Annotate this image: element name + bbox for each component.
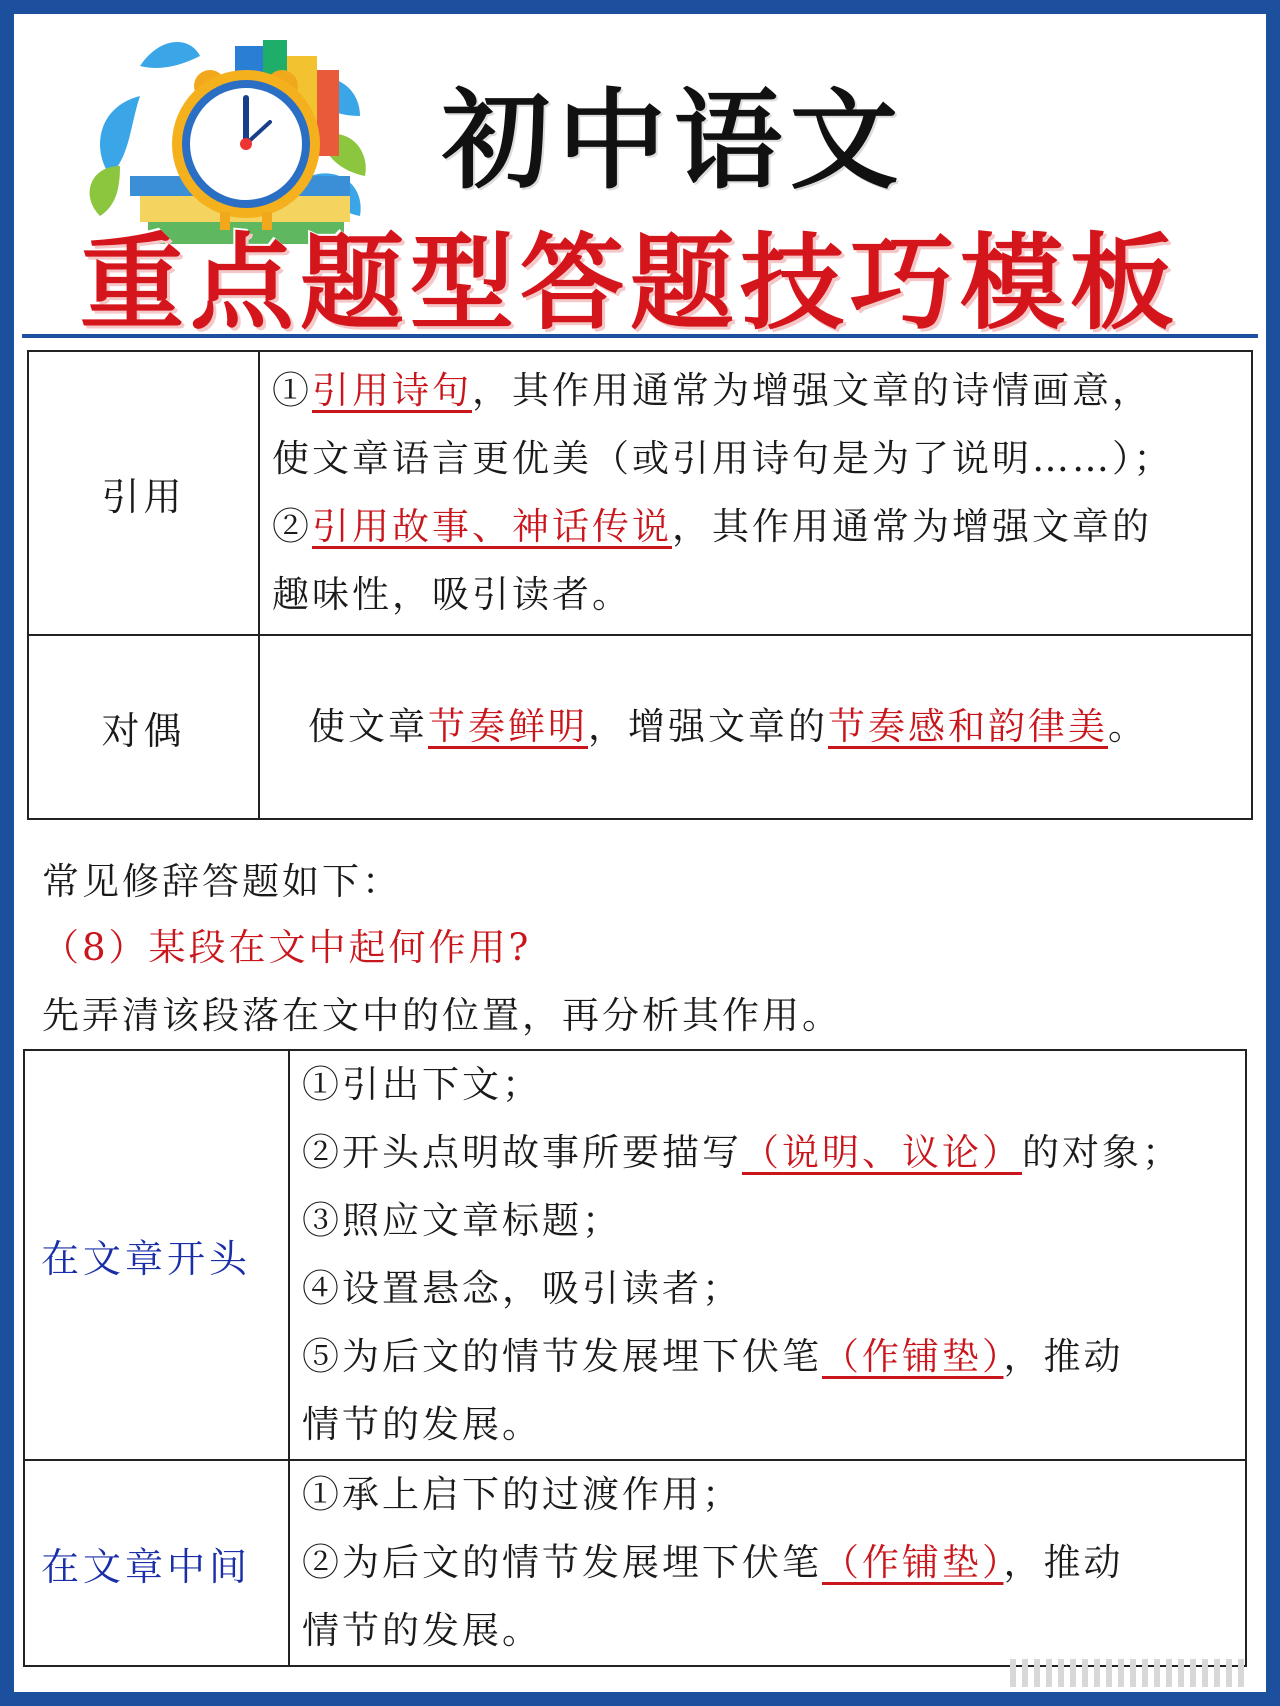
highlighted-term: （作铺垫） xyxy=(822,1541,1004,1584)
content-line xyxy=(272,425,1251,493)
text-segment: ③照应文章标题； xyxy=(302,1199,622,1242)
text-segment: 情节的发展。 xyxy=(302,1403,542,1446)
row-content xyxy=(259,635,1252,819)
row-content xyxy=(289,1460,1246,1666)
table-row xyxy=(24,1460,1246,1666)
text-segment: 使文章 xyxy=(308,705,428,748)
question-heading: （8）某段在文中起何作用? xyxy=(42,926,532,969)
highlighted-term: 节奏鲜明 xyxy=(428,705,588,748)
text-segment: 情节的发展。 xyxy=(302,1609,542,1652)
content-line xyxy=(302,1119,1245,1187)
table-row xyxy=(28,351,1252,635)
content-line xyxy=(272,357,1251,425)
position-table xyxy=(23,1049,1247,1667)
text-segment: 的对象； xyxy=(1022,1131,1182,1174)
table-row xyxy=(24,1050,1246,1460)
text-segment: 趣味性，吸引读者。 xyxy=(272,573,632,616)
row-label: 在文章中间 xyxy=(24,1460,289,1666)
text-segment: ，增强文章的 xyxy=(588,705,828,748)
highlighted-term: 节奏感和韵律美 xyxy=(828,705,1108,748)
page-subtitle: 重点题型答题技巧模板 xyxy=(80,222,1181,344)
text-segment: ，其作用通常为增强文章的 xyxy=(672,505,1152,548)
text-segment: ⑤为后文的情节发展埋下伏笔 xyxy=(302,1335,822,1378)
table-row xyxy=(28,635,1252,819)
content-line xyxy=(302,1391,1245,1459)
row-content xyxy=(289,1050,1246,1460)
text-segment: ，推动 xyxy=(1003,1335,1124,1378)
rhetoric-table xyxy=(27,350,1253,820)
content-line xyxy=(308,693,1251,761)
content-line xyxy=(272,493,1251,561)
content-line xyxy=(302,1323,1245,1391)
content-line xyxy=(272,561,1251,629)
content-line xyxy=(302,1051,1245,1119)
text-segment: ④设置悬念，吸引读者； xyxy=(302,1267,742,1310)
text-segment: 使文章语言更优美（或引用诗句是为了说明……）； xyxy=(272,437,1174,480)
row-label: 在文章开头 xyxy=(24,1050,289,1460)
row-label: 引用 xyxy=(28,351,259,635)
text-segment: ① xyxy=(272,369,312,412)
instruction-text: 先弄清该段落在文中的位置，再分析其作用。 xyxy=(42,994,842,1037)
watermark-bars-icon xyxy=(1010,1655,1250,1691)
highlighted-term: （说明、议论） xyxy=(742,1131,1022,1174)
content-line xyxy=(302,1529,1245,1597)
common-rhetoric-note: 常见修辞答题如下： xyxy=(42,860,402,903)
content-line xyxy=(302,1187,1245,1255)
text-segment: ，其作用通常为增强文章的诗情画意， xyxy=(472,369,1152,412)
text-segment: ②开头点明故事所要描写 xyxy=(302,1131,742,1174)
page-title: 初中语文 xyxy=(442,79,907,204)
text-segment: ②为后文的情节发展埋下伏笔 xyxy=(302,1541,822,1584)
highlighted-term: 引用诗句 xyxy=(312,369,472,412)
row-content xyxy=(259,351,1252,635)
row-label: 对偶 xyxy=(28,635,259,819)
text-segment: ①承上启下的过渡作用； xyxy=(302,1473,742,1516)
content-line xyxy=(302,1461,1245,1529)
content-line xyxy=(302,1255,1245,1323)
text-segment: ② xyxy=(272,505,312,548)
text-segment: ①引出下文； xyxy=(302,1063,542,1106)
text-segment: 。 xyxy=(1108,705,1148,748)
highlighted-term: （作铺垫） xyxy=(822,1335,1004,1378)
highlighted-term: 引用故事、神话传说 xyxy=(312,505,672,548)
page-header xyxy=(22,22,1258,344)
text-segment: ，推动 xyxy=(1003,1541,1124,1584)
